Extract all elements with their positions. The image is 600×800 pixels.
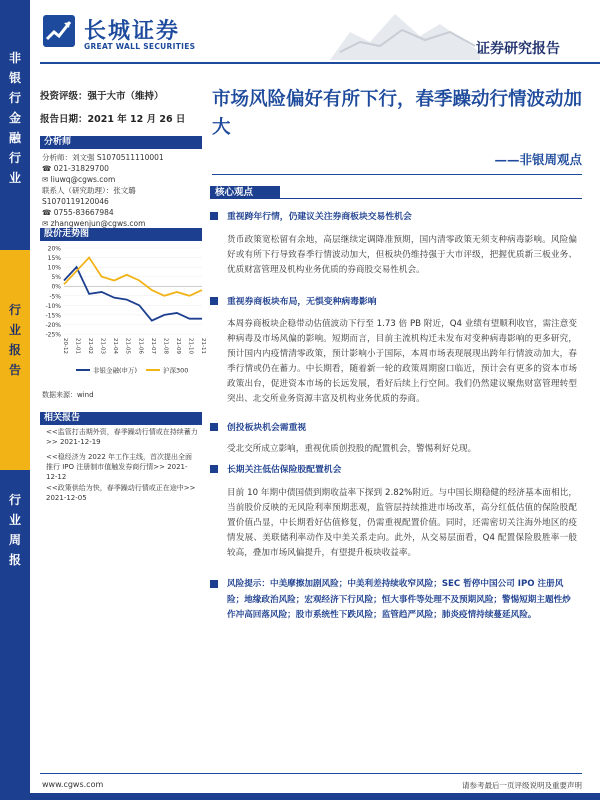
y-tick-label: -25% (45, 331, 61, 339)
company-name-en: GREAT WALL SECURITIES (84, 42, 196, 51)
sidebar-industry-label: 非 银 行 金 融 行 业 (8, 51, 21, 185)
report-type-title: 证券研究报告 (476, 41, 560, 57)
x-tick-label: 21-08 (162, 338, 169, 354)
x-tick-label: 21-05 (124, 338, 131, 354)
bullet-icon (210, 297, 218, 305)
core-view-label: 核心观点 (210, 186, 280, 199)
bullet-icon (210, 423, 218, 431)
y-tick-label: 15% (47, 255, 61, 263)
bullet-icon (210, 465, 218, 473)
x-tick-label: 20-12 (62, 338, 68, 354)
x-tick-label: 21-07 (149, 338, 156, 354)
title-divider (212, 174, 582, 175)
company-name-cn: 长城证券 (84, 18, 181, 44)
footer-disclaimer: 请参考最后一页评级说明及重要声明 (462, 781, 582, 790)
core-view-divider (210, 198, 582, 199)
section-heading: 重视跨年行情，仍建议关注券商板块交易性机会 (227, 212, 412, 222)
x-tick-label: 21-02 (87, 338, 94, 354)
legend-label: 非银金融(申万) (93, 366, 138, 375)
related-reports-title: 相关报告 (40, 412, 202, 425)
analyst-line: ✉ liuwq@cgws.com (42, 175, 116, 184)
related-report-item[interactable]: <<稳经济为 2022 年工作主线，首次提出全面推行 IPO 注册制市值触发券商行情>> 2021-12-12 (46, 453, 192, 481)
report-title: 市场风险偏好有所下行，春季躁动行情波动加大 (212, 89, 583, 138)
y-tick-label: -5% (49, 293, 61, 301)
investment-rating: 投资评级：强于大市（维持） (40, 91, 164, 102)
section-body: 受北交所成立影响，重视优质创投股的配置机会，警惕利好兑现。 (227, 444, 477, 454)
header-divider (40, 62, 600, 64)
stock-price-chart (36, 242, 208, 382)
section-heading: 重视券商板块布局，无惧变种病毒影响 (227, 297, 377, 307)
analyst-line: ☎ 0755-83667984 (42, 208, 114, 217)
section-heading: 长期关注低估保险股配置机会 (227, 465, 342, 475)
section-body: 货币政策宽松留有余地，高层继续定调降准预期，国内清零政策无须支种病毒影响。风险偏好或有所下行导致春季行情波动加大，但板块仍维持强于大市评级，把握优质新三板业务、优质财富管理及机构业务优质的券商股交易性机会。 (227, 235, 577, 275)
analyst-section-title: 分析师 (40, 136, 202, 149)
analyst-line: ☎ 021-31829700 (42, 164, 109, 173)
y-tick-label: -15% (45, 312, 61, 320)
great-wall-graphic (330, 2, 480, 60)
section-body: 本周券商板块企稳带动估值波动下行至 1.73 倍 PB 附近，Q4 业绩有望顺利收官，需注意变种病毒及市场风偏的影响。短期而言，目前主流机构迁未发布对变种病毒影响的更多研究，预计国内内疫情清零政策，预计影响小于国际，本周市场表现展现出跨年行情波动加大，春季行情或仍在蓄力。中长期看，随着新一轮的政策周期窗口临近，预计会有更多的资本市场政策出台，促进资本市场的长远发展，看好后续上行空间。我们仍然建议聚焦财富管理转型突出、北交所业务资源丰富及机构业务优质的券商。 (227, 319, 577, 404)
footer-website[interactable]: www.cgws.com (42, 780, 104, 789)
section-heading: 创投板块机会需重视 (227, 423, 307, 433)
y-tick-label: -20% (45, 321, 61, 329)
bullet-icon (210, 580, 218, 588)
y-tick-label: 0% (51, 283, 61, 291)
y-tick-label: 10% (47, 264, 61, 272)
x-tick-label: 21-09 (174, 338, 181, 354)
footer-band (0, 793, 600, 800)
y-tick-label: 5% (51, 274, 61, 282)
sidebar-weekly-label: 行 业 周 报 (8, 493, 21, 567)
related-report-item[interactable]: <<监管打击期外资，春季躁动行情或在持续蓄力>> 2021-12-19 (46, 428, 198, 446)
x-tick-label: 21-04 (112, 338, 119, 354)
x-tick-label: 21-10 (187, 338, 194, 354)
analyst-line: 联系人（研究助理）：张文璐 (42, 186, 136, 195)
chart-source: 数据来源：wind (42, 391, 94, 399)
analyst-line: S1070119120046 (42, 197, 109, 206)
y-tick-label: 20% (47, 245, 61, 253)
sidebar-report-type-label: 行 业 报 告 (8, 303, 21, 377)
report-date: 报告日期：2021 年 12 月 26 日 (40, 114, 186, 125)
analyst-line: 分析师：刘文强 S1070511110001 (42, 153, 164, 162)
x-tick-label: 21-01 (74, 338, 81, 354)
risk-warning: 风险提示：中美摩擦加剧风险；中美利差持续收窄风险；SEC 暂停中国公司 IPO 注册风险；地缘政治风险；宏观经济下行风险；恒大事件等处理不及预期风险；警惕短期主题性炒作冲高回落风险；股市系统性下跌风险；监管趋严风险；肺炎疫情持续蔓延风险。 (227, 579, 571, 620)
footer-divider (40, 773, 582, 774)
legend-label: 沪深300 (163, 366, 189, 375)
analyst-line: ✉ zhangwenjun@cgws.com (42, 219, 146, 228)
x-tick-label: 21-06 (137, 338, 144, 354)
bullet-icon (210, 212, 218, 220)
x-tick-label: 21-03 (99, 338, 106, 354)
related-report-item[interactable]: <<政策供给为快，春季躁动行情或正在途中>> 2021-12-05 (46, 484, 196, 502)
x-tick-label: 21-11 (200, 338, 206, 354)
report-subtitle: ——非银周观点 (494, 152, 582, 167)
section-body: 目前 10 年期中债国债到期收益率下探到 2.82%附近。与中国长期稳健的经济基本面相比，当前股价反映的无风险利率预期悲观，监管层持续推进市场改革，高分红低估值的保险股配置价值凸显，中长期看好估值修复，仍需重视配置价值。同时，还需密切关注海外地区的疫情发展、美联储利率动作及中美关系走向。此外，从交易层面看，Q4 配置保险股胜率一般较高，叠加市场风偏提升，有望提升板块收益率。 (227, 488, 577, 558)
y-tick-label: -10% (45, 302, 61, 310)
chart-section-title: 股价走势图 (40, 228, 202, 241)
company-logo-icon (42, 14, 76, 48)
